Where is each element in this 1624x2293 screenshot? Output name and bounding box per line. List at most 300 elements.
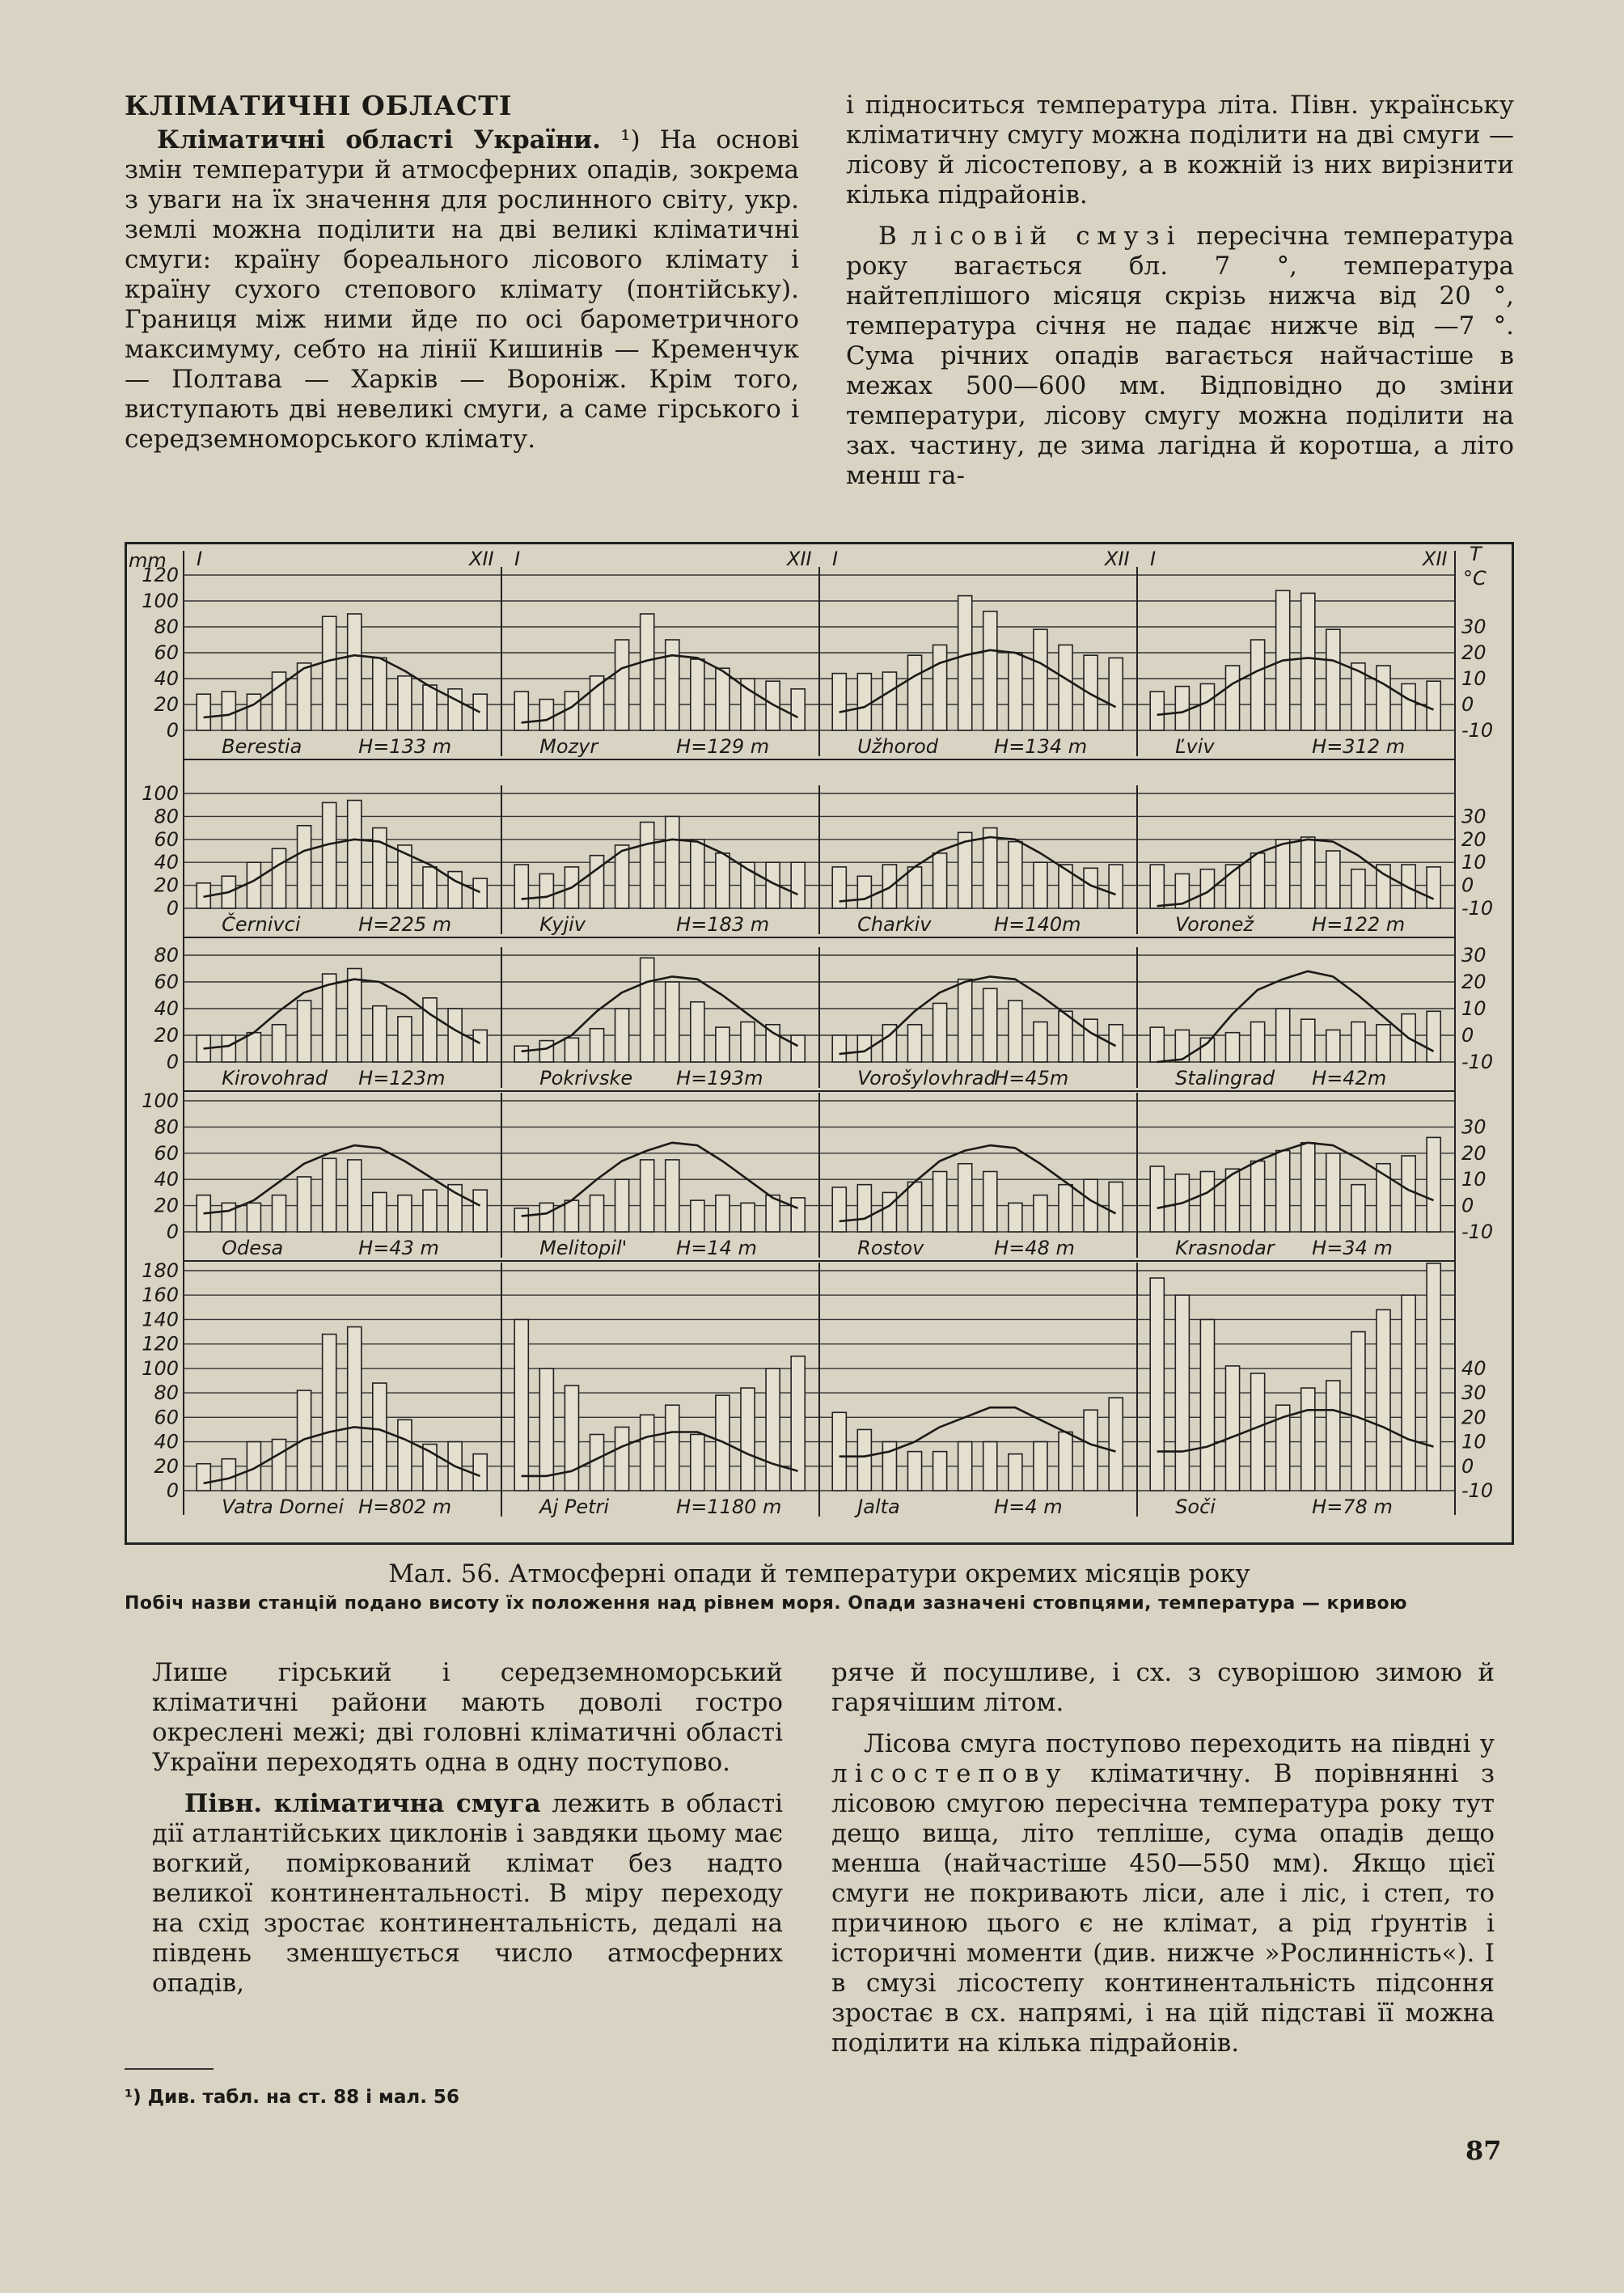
mm-tick-label: 0 — [166, 719, 179, 742]
precip-bar — [1059, 1185, 1072, 1232]
precip-bar — [716, 668, 730, 730]
station-height: H=122 m — [1312, 913, 1406, 936]
precip-bar — [398, 1419, 412, 1491]
t-tick-label: -10 — [1461, 1221, 1494, 1243]
precip-bar — [1109, 1398, 1123, 1491]
precip-bar — [272, 848, 285, 908]
precip-bar — [565, 1386, 578, 1491]
precip-bar — [983, 611, 997, 730]
mm-tick-label: 40 — [154, 1168, 179, 1191]
station-height: H=14 m — [676, 1237, 757, 1259]
precip-bar — [1150, 1278, 1164, 1491]
precip-bar — [1225, 1033, 1239, 1062]
climate-charts — [127, 544, 1512, 1542]
precip-bar — [1276, 840, 1290, 908]
spaced-term: лісовій смузі — [911, 222, 1182, 251]
precip-bar — [473, 694, 487, 730]
precip-bar — [1377, 666, 1390, 730]
precip-bar — [1009, 1454, 1022, 1491]
precip-bar — [716, 1195, 730, 1232]
precip-bar — [1427, 867, 1440, 908]
precip-bar — [1301, 1019, 1315, 1062]
precip-bar — [766, 681, 780, 730]
precip-bar — [247, 862, 260, 908]
precip-bar — [298, 1001, 311, 1062]
precip-bar — [1175, 687, 1189, 730]
precip-bar — [1326, 851, 1340, 908]
precip-bar — [1351, 1332, 1365, 1491]
right-top-column — [846, 91, 1514, 491]
precip-bar — [1200, 1319, 1214, 1491]
temperature-curve — [1157, 1143, 1434, 1208]
precip-bar — [565, 692, 578, 730]
precip-bar — [1150, 692, 1164, 730]
station-height: H=225 m — [358, 913, 452, 936]
precip-bar — [1200, 1171, 1214, 1232]
precip-bar — [473, 878, 487, 908]
paragraph: і підноситься температура літа. Півн. українську кліматичну смугу можна поділити на дві смуги — лісову й лісостепову, а в кожній із них вирізнити кілька підрайонів. — [846, 91, 1514, 209]
t-tick-label: 10 — [1461, 1168, 1487, 1191]
mm-tick-label: 60 — [154, 1406, 179, 1429]
station-name: Užhorod — [857, 735, 939, 758]
precip-bar — [1109, 865, 1123, 908]
paragraph-text: пересічна температура року вагається бл. 7 °, температура найтеплішого місяця скрізь нижча від 20 °, температура січня не падає нижче від —7 °. Сума річних опадів вагається найчастіше в межах 500—600 мм. Відповідно до зміни температури, лісову смугу можна поділити на зах. частину, де зима лагідна й коротша, а літо менш га- — [846, 222, 1514, 490]
footnote-divider — [125, 2068, 214, 2070]
precip-bar — [1402, 1295, 1415, 1491]
precip-bar — [514, 692, 528, 730]
precip-bar — [323, 802, 336, 908]
precip-bar — [590, 856, 603, 908]
precip-bar — [1326, 1030, 1340, 1062]
mm-tick-label: 20 — [154, 874, 179, 897]
station-height: H=45m — [994, 1067, 1069, 1089]
precip-bar — [272, 1025, 285, 1062]
precip-bar — [298, 1177, 311, 1232]
precip-bar — [791, 862, 805, 908]
precip-bar — [1402, 865, 1415, 908]
precip-bar — [1059, 1432, 1072, 1491]
climate-chart-figure — [125, 542, 1514, 1545]
t-tick-label: 0 — [1461, 1024, 1474, 1047]
mm-tick-label: 40 — [154, 997, 179, 1020]
paragraph — [152, 1789, 783, 1999]
station-name: Jalta — [857, 1496, 900, 1518]
station-name: Mozyr — [539, 735, 598, 758]
precip-bar — [1175, 1295, 1189, 1491]
precip-bar — [298, 1390, 311, 1491]
precip-bar — [348, 801, 362, 908]
precip-bar — [348, 1327, 362, 1491]
station-height: H=193m — [676, 1067, 763, 1089]
t-tick-label: 0 — [1461, 1454, 1474, 1478]
temperature-curve — [839, 976, 1116, 1054]
station-name: Krasnodar — [1175, 1237, 1275, 1259]
t-tick-label: -10 — [1461, 897, 1494, 920]
precip-bar — [666, 640, 679, 730]
station-height: H=129 m — [676, 735, 770, 758]
precip-bar — [298, 663, 311, 730]
precip-bar — [615, 1009, 629, 1062]
precip-bar — [666, 1160, 679, 1232]
t-axis-label: T — [1470, 544, 1482, 565]
station-name: Ľviv — [1175, 735, 1215, 758]
mm-tick-label: 180 — [142, 1259, 179, 1282]
station-name: Melitopil' — [539, 1237, 628, 1259]
precip-bar — [565, 1038, 578, 1062]
precip-bar — [1150, 1027, 1164, 1062]
precip-bar — [1377, 1309, 1390, 1491]
precip-bar — [323, 616, 336, 730]
precip-bar — [423, 685, 437, 730]
temperature-curve — [839, 837, 1116, 902]
precip-bar — [539, 700, 553, 730]
station-height: H=43 m — [358, 1237, 439, 1259]
station-name: Stalingrad — [1175, 1067, 1275, 1089]
paragraph — [846, 222, 1514, 491]
mm-tick-label: 100 — [142, 1356, 179, 1380]
precip-bar — [907, 1182, 921, 1232]
precip-bar — [539, 1041, 553, 1062]
precip-bar — [983, 828, 997, 908]
precip-bar — [691, 1002, 704, 1062]
paragraph: ряче й посушливе, і сх. з суворішою зимою й гарячішим літом. — [831, 1658, 1495, 1717]
temperature-curve — [522, 840, 798, 899]
footnote-ref: ¹) — [620, 125, 641, 154]
precip-bar — [1251, 1022, 1265, 1063]
mm-tick-label: 120 — [142, 1332, 179, 1356]
mm-tick-label: 0 — [166, 1479, 179, 1502]
precip-bar — [590, 1434, 603, 1491]
precip-bar — [373, 828, 387, 908]
precip-bar — [1402, 683, 1415, 730]
spaced-term: лісостепову — [831, 1759, 1068, 1788]
precip-bar — [222, 1203, 235, 1232]
precip-bar — [882, 1192, 896, 1232]
precip-bar — [1150, 865, 1164, 908]
t-unit-label: °C — [1463, 567, 1487, 590]
t-tick-label: 40 — [1461, 1356, 1487, 1380]
paragraph — [125, 125, 799, 455]
temperature-curve — [839, 1145, 1116, 1221]
precip-bar — [272, 672, 285, 730]
precip-bar — [222, 1035, 235, 1062]
precip-bar — [1034, 862, 1047, 908]
paragraph-text: На основі змін температури й атмосферних опадів, зокрема з уваги на їх значення для рослинного світу, укр. землі можна поділити на дві великі кліматичні смуги: країну бореального лісового клімату і країну сухого степового клімату (понтійську). Границя між ними йде по осі барометричного максимуму, себто на лінії Кишинів — Кременчук — Полтава — Харків — Вороніж. Крім того, виступають дві невеликі смуги, а саме гірського і середземноморського клімату. — [125, 125, 800, 454]
mm-tick-label: 80 — [154, 944, 179, 967]
mm-tick-label: 60 — [154, 641, 179, 664]
precip-bar — [348, 1160, 362, 1232]
precip-bar — [1034, 1022, 1047, 1063]
t-tick-label: -10 — [1461, 1479, 1494, 1502]
mm-tick-label: 120 — [142, 564, 179, 586]
station-name: Kyjiv — [539, 913, 586, 936]
station-name: Pokrivske — [539, 1067, 633, 1089]
mm-tick-label: 80 — [154, 1115, 179, 1139]
precip-bar — [1427, 1137, 1440, 1232]
temperature-curve — [522, 976, 798, 1051]
precip-bar — [398, 676, 412, 730]
precip-bar — [1225, 666, 1239, 730]
station-name: Černivci — [222, 913, 301, 936]
precip-bar — [641, 823, 654, 909]
precip-bar — [691, 840, 704, 908]
precip-bar — [907, 1452, 921, 1491]
bold-lead: Півн. кліматична смуга — [184, 1789, 541, 1818]
t-tick-label: 20 — [1461, 1141, 1487, 1165]
precip-bar — [565, 1200, 578, 1232]
precip-bar — [1200, 683, 1214, 730]
precip-bar — [222, 1459, 235, 1491]
precip-bar — [1427, 1263, 1440, 1491]
station-height: H=802 m — [358, 1496, 452, 1518]
paragraph — [831, 1729, 1495, 2058]
precip-bar — [641, 1415, 654, 1491]
precip-bar — [1276, 1151, 1290, 1232]
precip-bar — [1034, 1195, 1047, 1232]
mm-tick-label: 80 — [154, 616, 179, 638]
mm-tick-label: 40 — [154, 851, 179, 874]
precip-bar — [1351, 1022, 1365, 1063]
precip-bar — [882, 672, 896, 730]
precip-bar — [933, 645, 947, 730]
precip-bar — [958, 1164, 972, 1232]
t-tick-label: -10 — [1461, 1051, 1494, 1073]
station-name: Kirovohrad — [222, 1067, 328, 1089]
precip-bar — [1351, 1185, 1365, 1232]
precip-bar — [448, 1009, 462, 1062]
station-name: Soči — [1175, 1496, 1216, 1518]
precip-bar — [615, 1427, 629, 1491]
precip-bar — [933, 1452, 947, 1491]
caption-subtitle: Побіч назви станцій подано висоту їх положення над рівнем моря. Опади зазначені стовпцями, температура — кривою — [125, 1593, 1408, 1614]
precip-bar — [1251, 1373, 1265, 1491]
precip-bar — [590, 676, 603, 730]
precip-bar — [1150, 1166, 1164, 1232]
station-height: H=1180 m — [676, 1496, 782, 1518]
station-name: Aj Petri — [539, 1496, 610, 1518]
precip-bar — [1326, 1381, 1340, 1491]
precip-bar — [666, 1405, 679, 1491]
month-last-label: XII — [1423, 548, 1448, 570]
mm-tick-label: 160 — [142, 1284, 179, 1307]
precip-bar — [1326, 629, 1340, 730]
mm-tick-label: 140 — [142, 1308, 179, 1331]
precip-bar — [348, 969, 362, 1063]
temperature-curve — [204, 1427, 480, 1483]
station-height: H=312 m — [1312, 735, 1406, 758]
precip-bar — [983, 988, 997, 1062]
precip-bar — [1009, 1203, 1022, 1232]
t-tick-label: 30 — [1461, 616, 1487, 638]
precip-bar — [1084, 1410, 1097, 1491]
precip-bar — [666, 816, 679, 908]
precip-bar — [1427, 1011, 1440, 1062]
precip-bar — [1326, 1153, 1340, 1232]
mm-tick-label: 20 — [154, 1454, 179, 1478]
precip-bar — [590, 1195, 603, 1232]
precip-bar — [691, 659, 704, 730]
station-name: Charkiv — [857, 913, 932, 936]
t-tick-label: 30 — [1461, 1381, 1487, 1405]
precip-bar — [907, 1025, 921, 1062]
precip-bar — [373, 1383, 387, 1491]
mm-tick-label: 80 — [154, 1381, 179, 1405]
precip-bar — [473, 1454, 487, 1491]
precip-bar — [1084, 1179, 1097, 1232]
precip-bar — [473, 1190, 487, 1232]
precip-bar — [423, 867, 437, 908]
precip-bar — [590, 1029, 603, 1062]
temperature-curve — [204, 840, 480, 897]
precip-bar — [1301, 1388, 1315, 1491]
precip-bar — [741, 1022, 755, 1063]
t-tick-label: 20 — [1461, 827, 1487, 851]
t-tick-label: 30 — [1461, 944, 1487, 967]
station-height: H=183 m — [676, 913, 770, 936]
precip-bar — [641, 1160, 654, 1232]
precip-bar — [423, 1190, 437, 1232]
station-name: Berestia — [222, 735, 302, 758]
station-height: H=78 m — [1312, 1496, 1393, 1518]
precip-bar — [832, 1035, 846, 1062]
station-height: H=42m — [1312, 1067, 1387, 1089]
precip-bar — [1301, 593, 1315, 730]
precip-bar — [1301, 837, 1315, 908]
precip-bar — [247, 1033, 260, 1062]
t-tick-label: 10 — [1461, 997, 1487, 1020]
temperature-curve — [204, 655, 480, 717]
month-first-label: I — [197, 548, 203, 570]
footnote: ¹) Див. табл. на ст. 88 і мал. 56 — [125, 2087, 459, 2108]
t-tick-label: 20 — [1461, 971, 1487, 993]
precip-bar — [1251, 853, 1265, 908]
mm-tick-label: 40 — [154, 1430, 179, 1453]
precip-bar — [716, 1027, 730, 1062]
paragraph-text: лежить в області дії атлантійських циклонів і завдяки цьому має вогкий, поміркований клімат без надто великої континентальності. В міру переходу на схід зростає континентальність, дедалі на південь зменшується число атмосферних опадів, — [152, 1789, 784, 1998]
mm-tick-label: 100 — [142, 1089, 179, 1112]
t-tick-label: 0 — [1461, 874, 1474, 897]
t-tick-label: 10 — [1461, 851, 1487, 874]
station-height: H=34 m — [1312, 1237, 1393, 1259]
precip-bar — [298, 826, 311, 908]
temperature-curve — [204, 979, 480, 1049]
mm-tick-label: 0 — [166, 1221, 179, 1243]
precip-bar — [1109, 658, 1123, 730]
t-tick-label: 0 — [1461, 693, 1474, 716]
precip-bar — [641, 958, 654, 1062]
t-tick-label: -10 — [1461, 719, 1494, 742]
t-tick-label: 30 — [1461, 1115, 1487, 1139]
temperature-curve — [839, 1407, 1116, 1457]
precip-bar — [766, 1369, 780, 1491]
precip-bar — [832, 1412, 846, 1491]
precip-bar — [197, 1464, 210, 1491]
t-tick-label: 30 — [1461, 805, 1487, 828]
station-height: H=4 m — [994, 1496, 1063, 1518]
page-number: 87 — [1465, 2135, 1502, 2166]
bold-lead: Кліматичні області України. — [157, 125, 601, 154]
precip-bar — [222, 692, 235, 730]
precip-bar — [247, 694, 260, 730]
station-height: H=134 m — [994, 735, 1088, 758]
precip-bar — [791, 1035, 805, 1062]
precip-bar — [272, 1440, 285, 1491]
precip-bar — [1084, 1019, 1097, 1062]
precip-bar — [514, 865, 528, 908]
precip-bar — [615, 1179, 629, 1232]
station-name: Vorošylovhrad — [857, 1067, 996, 1089]
precip-bar — [691, 1200, 704, 1232]
precip-bar — [933, 1003, 947, 1062]
temperature-curve — [1157, 658, 1434, 714]
precip-bar — [373, 1006, 387, 1062]
temperature-curve — [1157, 1410, 1434, 1451]
month-first-label: I — [1150, 548, 1157, 570]
precip-bar — [1276, 1009, 1290, 1062]
month-last-label: XII — [1105, 548, 1130, 570]
precip-bar — [348, 614, 362, 730]
mm-tick-label: 100 — [142, 590, 179, 612]
precip-bar — [323, 1335, 336, 1491]
precip-bar — [832, 674, 846, 730]
precip-bar — [832, 1187, 846, 1232]
precip-bar — [1402, 1156, 1415, 1232]
precip-bar — [666, 982, 679, 1062]
t-tick-label: 20 — [1461, 1406, 1487, 1429]
precip-bar — [1427, 681, 1440, 730]
precip-bar — [1084, 655, 1097, 730]
precip-bar — [716, 853, 730, 908]
station-height: H=140m — [994, 913, 1081, 936]
precip-bar — [691, 1434, 704, 1491]
precip-bar — [1225, 1366, 1239, 1491]
mm-tick-label: 20 — [154, 1194, 179, 1217]
caption-title: Мал. 56. Атмосферні опади й температури окремих місяців року — [388, 1559, 1250, 1589]
precip-bar — [1301, 1143, 1315, 1232]
precip-bar — [1377, 1025, 1390, 1062]
paragraph-text: Лісова смуга поступово переходить на півдні у — [864, 1729, 1495, 1758]
precip-bar — [933, 853, 947, 908]
temperature-curve — [522, 655, 798, 722]
precip-bar — [857, 674, 871, 730]
precip-bar — [1034, 1442, 1047, 1491]
month-last-label: XII — [787, 548, 812, 570]
mm-tick-label: 20 — [154, 693, 179, 716]
station-height: H=123m — [358, 1067, 446, 1089]
mm-tick-label: 60 — [154, 971, 179, 993]
temperature-curve — [839, 650, 1116, 713]
mm-axis-label: mm — [129, 549, 167, 572]
mm-tick-label: 100 — [142, 782, 179, 805]
temperature-curve — [522, 1432, 798, 1476]
precip-bar — [398, 1195, 412, 1232]
t-tick-label: 10 — [1461, 1430, 1487, 1453]
precip-bar — [857, 1429, 871, 1491]
precip-bar — [1009, 842, 1022, 908]
right-bottom-column — [831, 1658, 1495, 2058]
station-name: Odesa — [222, 1237, 284, 1259]
precip-bar — [1251, 1161, 1265, 1232]
precip-bar — [323, 1158, 336, 1232]
precip-bar — [857, 876, 871, 908]
precip-bar — [539, 1369, 553, 1491]
mm-tick-label: 60 — [154, 1141, 179, 1165]
month-first-label: I — [832, 548, 839, 570]
station-height: H=48 m — [994, 1237, 1075, 1259]
precip-bar — [539, 1203, 553, 1232]
mm-tick-label: 60 — [154, 827, 179, 851]
precip-bar — [1251, 640, 1265, 730]
